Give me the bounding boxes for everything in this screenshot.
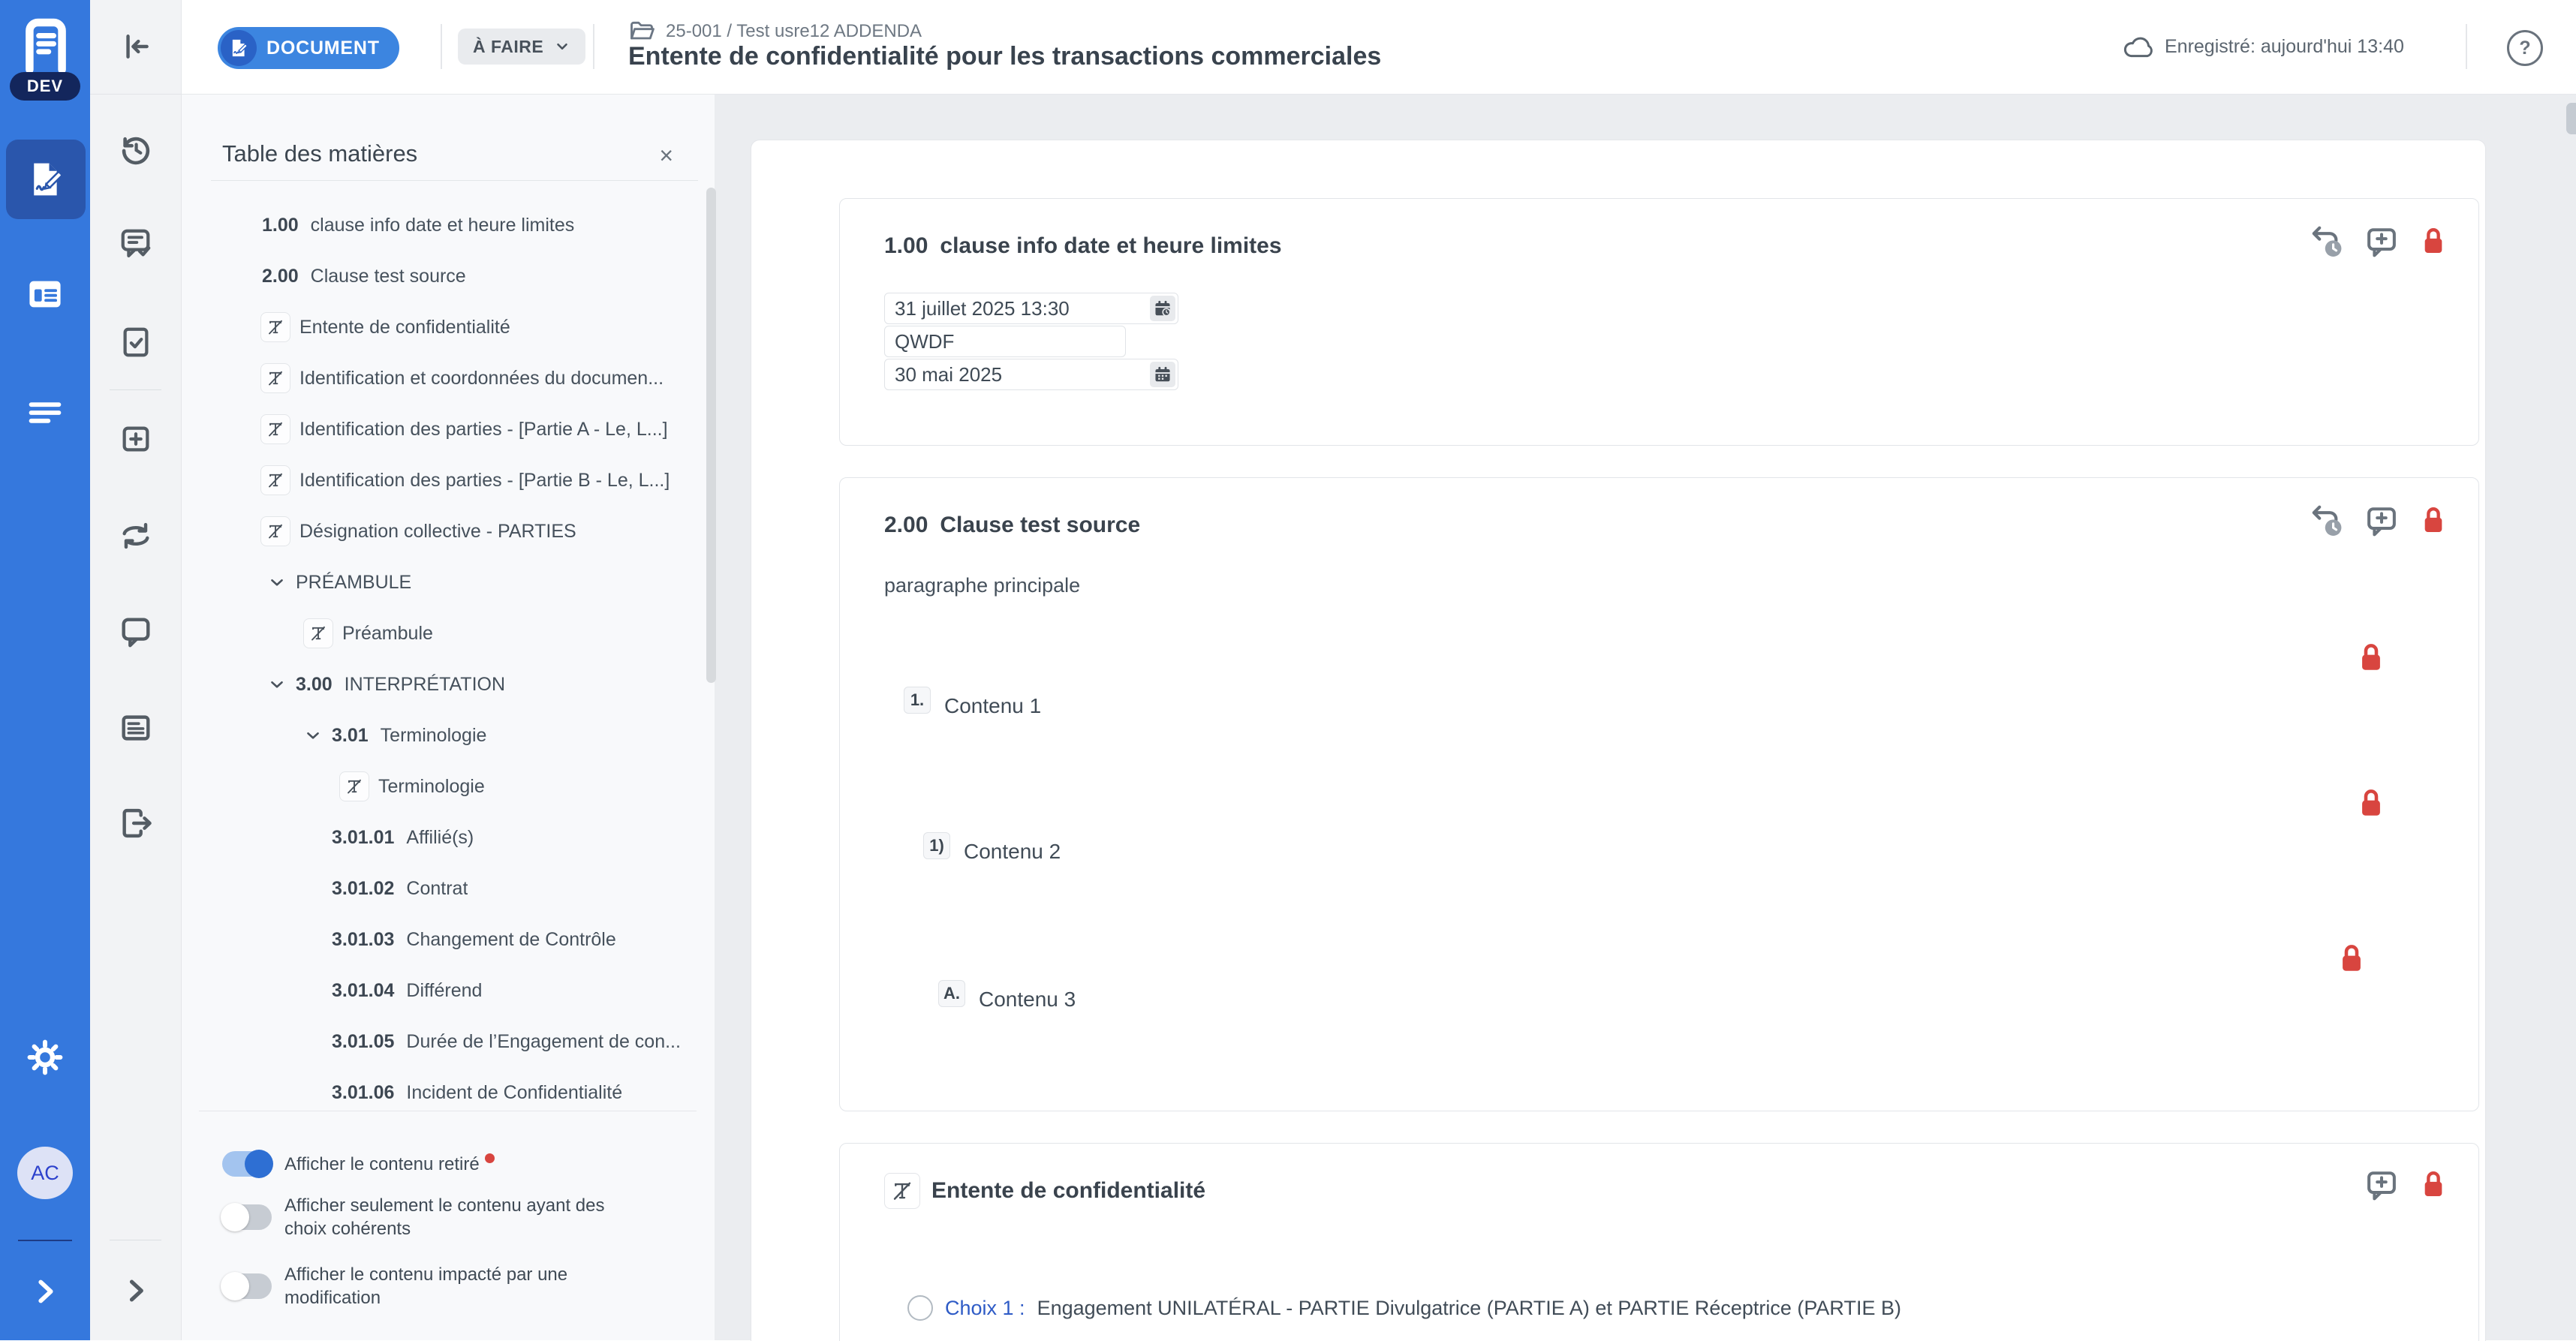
notification-dot <box>485 1153 495 1163</box>
calendar-icon[interactable] <box>1150 362 1175 387</box>
lock-icon[interactable] <box>2336 942 2367 976</box>
list-text: Contenu 2 <box>964 840 1061 863</box>
clause-title-text: clause info date et heure limites <box>940 233 1282 258</box>
clause-variable-icon <box>260 465 290 495</box>
document-edit-icon <box>26 159 66 200</box>
expand-panel-button[interactable] <box>90 1274 181 1307</box>
toc-item[interactable]: Préambule <box>181 608 695 659</box>
toggle-label: Afficher le contenu retiré <box>284 1153 480 1174</box>
add-content-button[interactable] <box>90 422 181 456</box>
divider <box>441 24 442 69</box>
divider <box>2466 24 2467 69</box>
document-check-icon <box>119 325 153 359</box>
clause-actions <box>2307 502 2448 540</box>
toc-item[interactable]: Identification et coordonnées du documen... <box>181 353 695 404</box>
clause-variable-icon <box>260 516 290 546</box>
clause-variable-icon <box>884 1173 920 1209</box>
lock-icon[interactable] <box>2355 641 2387 675</box>
date-field[interactable] <box>884 359 1178 390</box>
header <box>181 0 2576 95</box>
app-logo-icon[interactable] <box>18 15 74 74</box>
save-status-text: Enregistré: aujourd'hui 13:40 <box>2165 35 2404 57</box>
list-item[interactable] <box>923 837 1061 867</box>
toc-item[interactable]: 3.01.04 Différend <box>332 979 483 1001</box>
history-button[interactable] <box>90 132 181 167</box>
folder-icon <box>628 18 655 45</box>
toc-item[interactable]: 3.01.03 Changement de Contrôle <box>332 928 616 950</box>
document-check-button[interactable] <box>90 325 181 359</box>
divider <box>90 94 181 95</box>
clause-variable-icon <box>260 312 290 342</box>
clause-title <box>884 513 1140 538</box>
document-icon <box>119 711 153 745</box>
datetime-field[interactable] <box>884 293 1178 324</box>
clause-title-text: Clause test source <box>940 513 1141 537</box>
chevron-down-icon[interactable] <box>267 675 287 694</box>
lock-icon[interactable] <box>2418 1168 2448 1201</box>
clause-card-2 <box>839 477 2479 1111</box>
add-comment-icon[interactable] <box>2364 224 2399 259</box>
clause-variable-icon <box>260 414 290 444</box>
templates-icon <box>26 275 65 314</box>
toggle-label: Afficher seulement le contenu ayant des choix cohérents <box>284 1195 605 1239</box>
list-marker: 1. <box>904 687 931 714</box>
chevron-down-icon[interactable] <box>267 573 287 592</box>
cloud-icon <box>2122 33 2155 60</box>
sidebar-item-document-active[interactable] <box>6 140 86 219</box>
clause-variable-icon <box>303 618 333 648</box>
clause-variable-icon <box>339 771 369 801</box>
divider <box>18 1240 72 1241</box>
lock-icon[interactable] <box>2418 504 2448 537</box>
toggle-show-removed <box>222 1151 688 1177</box>
toggle-switch-off[interactable] <box>222 1204 272 1230</box>
calendar-clock-icon[interactable] <box>1150 296 1175 321</box>
menu-icon <box>26 393 65 432</box>
toggle-impacted-content <box>222 1263 688 1309</box>
sync-icon <box>119 519 153 553</box>
toc-item[interactable]: 3.01.02 Contrat <box>332 877 468 899</box>
repeat-schedule-icon[interactable] <box>2307 502 2345 540</box>
toc-item[interactable]: 3.01.01 Affilié(s) <box>332 826 474 848</box>
export-button[interactable] <box>90 806 181 840</box>
doc-type-badge <box>218 27 399 69</box>
list-item[interactable] <box>904 691 1041 721</box>
list-text: Contenu 3 <box>979 988 1076 1011</box>
sidebar-item-templates[interactable] <box>0 275 90 314</box>
choice-label[interactable]: Choix 1 : <box>945 1296 1025 1319</box>
toc-item[interactable]: 3.01.06 Incident de Confidentialité <box>332 1081 623 1103</box>
divider <box>593 24 594 69</box>
save-status <box>2122 33 2404 60</box>
toc-item-expandable[interactable]: 3.01 Terminologie <box>181 710 695 761</box>
toc-item-expandable[interactable]: 3.00 INTERPRÉTATION <box>181 659 695 710</box>
clause-title <box>884 233 1282 259</box>
clause-card-1 <box>839 198 2479 446</box>
toc-item[interactable]: 2.00 Clause test source <box>262 265 466 287</box>
chevron-right-icon <box>28 1274 62 1309</box>
main-scrollbar[interactable] <box>2566 103 2576 134</box>
toc-title: Table des matières <box>222 140 418 167</box>
clause-title <box>931 1178 1205 1204</box>
toc-item[interactable]: Terminologie <box>181 761 695 812</box>
toc-list <box>181 200 695 1118</box>
question-mark-icon: ? <box>2519 37 2531 59</box>
toggle-switch-off[interactable] <box>222 1273 272 1299</box>
collapse-panel-button[interactable] <box>90 30 181 63</box>
toggle-label: Afficher le contenu impacté par une modification <box>284 1264 568 1308</box>
comment-check-icon <box>119 226 153 260</box>
list-item[interactable] <box>938 985 1076 1015</box>
approved-comments-button[interactable] <box>90 226 181 260</box>
clause-paragraph: paragraphe principale <box>884 574 1081 597</box>
toggle-coherent-choices <box>222 1194 688 1240</box>
tool-rail <box>90 0 182 1340</box>
document-canvas <box>751 140 2486 1341</box>
clause-card-3 <box>839 1143 2479 1341</box>
lock-icon[interactable] <box>2355 786 2387 821</box>
toc-item-expandable[interactable]: PRÉAMBULE <box>181 557 695 608</box>
plus-square-icon <box>119 422 153 456</box>
document-panel-button[interactable] <box>90 711 181 745</box>
toc-scrollbar[interactable] <box>706 188 716 683</box>
avatar[interactable]: AC <box>17 1147 73 1199</box>
breadcrumb-text: 25-001 / Test usre12 ADDENDA <box>666 21 922 41</box>
radio-button[interactable] <box>907 1295 933 1321</box>
sidebar-item-menu[interactable] <box>0 393 90 432</box>
document-edit-icon <box>221 30 257 66</box>
repeat-schedule-icon[interactable] <box>2307 223 2345 260</box>
comments-button[interactable] <box>90 614 181 648</box>
env-badge: DEV <box>10 72 80 101</box>
collapse-left-icon <box>119 30 152 63</box>
toc-item[interactable]: 3.01.05 Durée de l’Engagement de con... <box>332 1030 681 1052</box>
toc-panel <box>181 94 715 1340</box>
list-text: Contenu 1 <box>944 694 1042 717</box>
chevron-down-icon <box>554 38 570 55</box>
close-icon[interactable]: × <box>659 142 673 169</box>
toc-item[interactable]: Identification des parties - [Partie B - Le, L...] <box>181 455 695 506</box>
divider <box>110 389 161 390</box>
clause-number: 2.00 <box>884 513 928 537</box>
breadcrumb[interactable] <box>628 18 922 45</box>
clause-actions <box>2364 1168 2448 1202</box>
status-label: À FAIRE <box>473 36 544 56</box>
gear-icon <box>27 1039 63 1075</box>
status-dropdown[interactable] <box>458 29 585 65</box>
date-input[interactable] <box>885 359 1146 389</box>
toc-item[interactable]: Identification des parties - [Partie A - Le, L...] <box>181 404 695 455</box>
text-input[interactable] <box>885 326 1120 356</box>
settings-button[interactable] <box>0 1039 90 1075</box>
datetime-input[interactable] <box>885 293 1146 323</box>
text-field[interactable] <box>884 326 1126 357</box>
primary-sidebar <box>0 0 90 1340</box>
divider <box>211 180 698 181</box>
doc-type-label: DOCUMENT <box>266 37 380 59</box>
history-icon <box>119 132 153 167</box>
clause-variable-icon <box>260 363 290 393</box>
chevron-down-icon[interactable] <box>303 726 323 745</box>
page-title: Entente de confidentialité pour les transactions commerciales <box>628 42 1382 71</box>
clause-number: 1.00 <box>884 233 928 258</box>
export-document-icon <box>119 806 153 840</box>
add-comment-icon[interactable] <box>2364 1168 2399 1202</box>
toc-item[interactable]: Entente de confidentialité <box>181 302 695 353</box>
toggle-switch-on[interactable] <box>222 1151 272 1177</box>
choice-text: Engagement UNILATÉRAL - PARTIE Divulgatrice (PARTIE A) et PARTIE Réceptrice (PARTIE B) <box>1037 1296 1901 1319</box>
expand-sidebar-button[interactable] <box>0 1274 90 1309</box>
help-button[interactable] <box>2507 30 2543 66</box>
sync-button[interactable] <box>90 519 181 553</box>
chevron-right-icon <box>119 1274 152 1307</box>
add-comment-icon[interactable] <box>2364 504 2399 538</box>
clause-title-text: Entente de confidentialité <box>931 1178 1206 1203</box>
clause-actions <box>2307 223 2448 260</box>
comment-icon <box>119 614 153 648</box>
list-marker: 1) <box>923 832 950 859</box>
toc-item[interactable]: 1.00 clause info date et heure limites <box>262 214 575 236</box>
toc-item[interactable]: Désignation collective - PARTIES <box>181 506 695 557</box>
choice-option[interactable] <box>907 1292 1901 1324</box>
lock-icon[interactable] <box>2418 225 2448 258</box>
list-marker: A. <box>938 980 965 1007</box>
